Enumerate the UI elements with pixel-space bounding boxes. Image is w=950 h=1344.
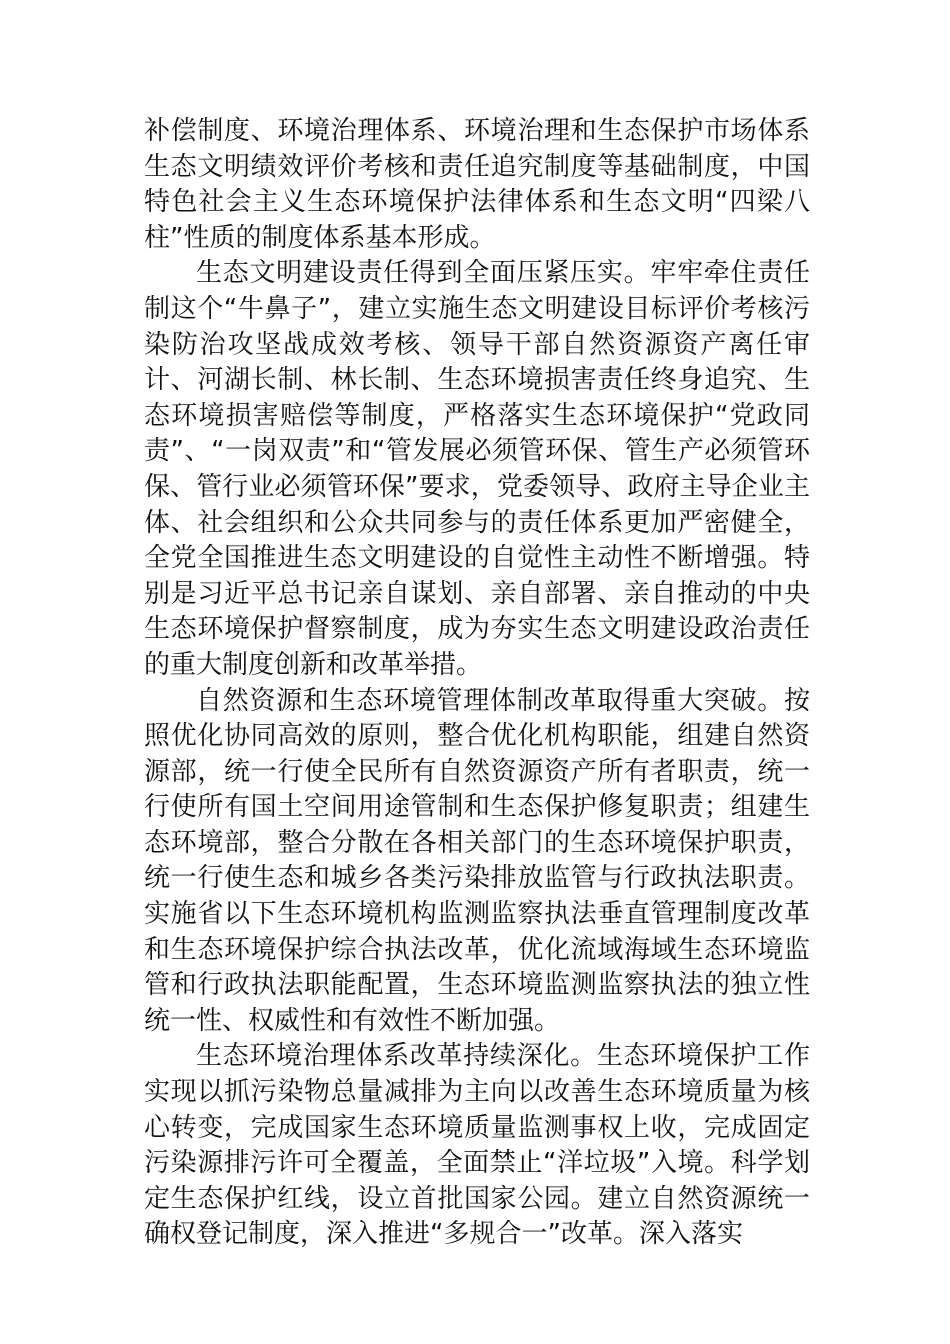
paragraph-2: 生态文明建设责任得到全面压紧压实。牢牢牵住责任制这个“牛鼻子”，建立实施生态文明建设目标评价考核污染防治攻坚战成效考核、领导干部自然资源资产离任审计、河湖长制、林长制、生态环境损害责任终身追究、生态环境损害赔偿等制度，严格落实生态环境保护“党政同责”、“一岗双责”和“管发展必须管环保、管生产必须管环保、管行业必须管环保”要求，党委领导、政府主导企业主体、社会组织和公众共同参与的责任体系更加严密健全，全党全国推进生态文明建设的自觉性主动性不断增强。特别是习近平总书记亲自谋划、亲自部署、亲自推动的中央生态环境保护督察制度，成为夯实生态文明建设政治责任的重大制度创新和改革举措。 (144, 258, 810, 680)
paragraph-3: 自然资源和生态环境管理体制改革取得重大突破。按照优化协同高效的原则，整合优化机构职能，组建自然资源部，统一行使全民所有自然资源资产所有者职责，统一行使所有国土空间用途管制和生态保护修复职责；组建生态环境部，整合分散在各相关部门的生态环境保护职责，统一行使生态和城乡各类污染排放监管与行政执法职责。实施省以下生态环境机构监测监察执法垂直管理制度改革和生态环境保护综合执法改革，优化流域海域生态环境监管和行政执法职能配置，生态环境监测监察执法的独立性统一性、权威性和有效性不断加强。 (144, 685, 810, 1036)
paragraph-4: 生态环境治理体系改革持续深化。生态环境保护工作实现以抓污染物总量减排为主向以改善生态环境质量为核心转变，完成国家生态环境质量监测事权上收，完成固定污染源排污许可全覆盖，全面禁止“洋垃圾”入境。科学划定生态保护红线，设立首批国家公园。建立自然资源统一确权登记制度，深入推进“多规合一”改革。深入落实 (144, 1041, 810, 1250)
paragraph-1: 补偿制度、环境治理体系、环境治理和生态保护市场体系生态文明绩效评价考核和责任追究制度等基础制度，中国特色社会主义生态环境保护法律体系和生态文明“四梁八柱”性质的制度体系基本形成。 (144, 116, 810, 253)
document-body (144, 114, 810, 1253)
